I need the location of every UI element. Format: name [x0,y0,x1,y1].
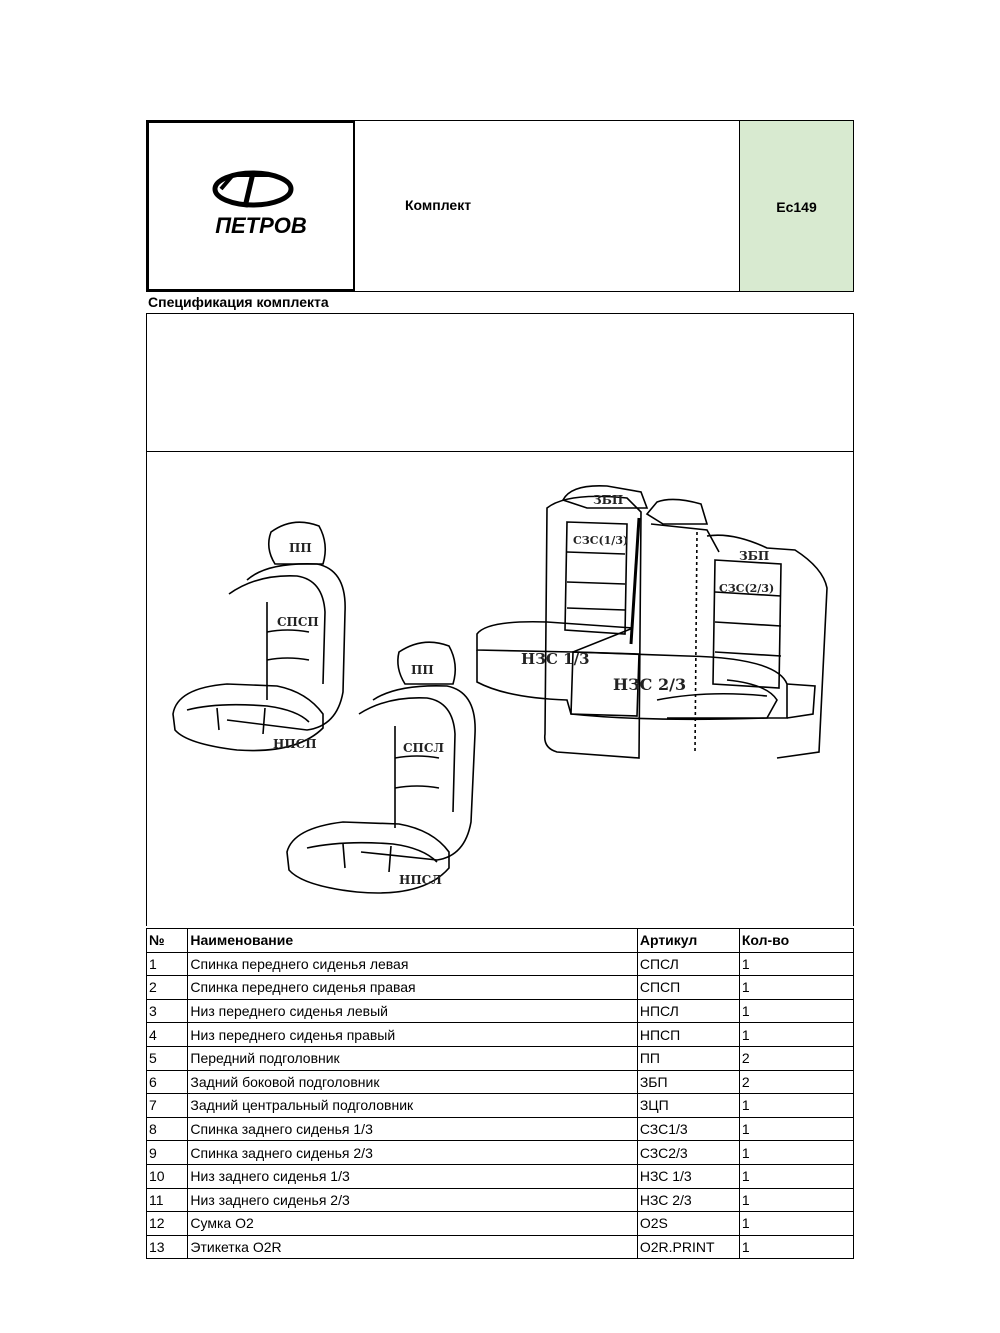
petrov-logo-icon [149,123,353,289]
table-row [147,1164,854,1188]
cell-qty: 1 [739,1117,853,1141]
kit-code: Ec149 [776,199,817,215]
label-front-right-cushion: НПСЛ [399,873,442,887]
cell-article: O2S [637,1212,739,1236]
cell-name: Низ заднего сиденья 2/3 [188,1188,637,1212]
cell-article: НПСЛ [637,999,739,1023]
cell-qty: 1 [739,1212,853,1236]
cell-qty: 1 [739,952,853,976]
label-rear-headrest-left: ЗБП [593,493,624,507]
table-row [147,976,854,1000]
col-article-header: Артикул [637,929,739,953]
header-block [146,120,854,292]
brand-name: ПЕТРОВ [215,213,307,238]
cell-qty: 1 [739,1235,853,1259]
cell-number: 8 [147,1117,188,1141]
label-rear-cushion-1-3: НЗС 1/3 [521,650,590,668]
table-row [147,1070,854,1094]
label-rear-cushion-2-3: НЗС 2/3 [613,675,687,694]
cell-number: 2 [147,976,188,1000]
cell-name: Задний боковой подголовник [188,1070,637,1094]
cell-name: Низ заднего сиденья 1/3 [188,1164,637,1188]
seat-diagram [146,452,854,926]
cell-number: 7 [147,1094,188,1118]
seat-diagram-drawing [147,452,853,926]
cell-name: Сумка O2 [188,1212,637,1236]
label-front-right-headrest: ПП [411,663,434,677]
cell-qty: 1 [739,1164,853,1188]
label-rear-back-2-3: СЗС(2/3) [719,582,775,595]
table-header-row [147,929,854,953]
table-row [147,1212,854,1236]
cell-name: Спинка переднего сиденья правая [188,976,637,1000]
table-row [147,1023,854,1047]
cell-article: O2R.PRINT [637,1235,739,1259]
cell-article: СПСЛ [637,952,739,976]
label-front-right-back: СПСЛ [403,741,445,755]
cell-article: СЗС1/3 [637,1117,739,1141]
cell-article: СПСП [637,976,739,1000]
cell-name: Спинка заднего сиденья 1/3 [188,1117,637,1141]
brand-logo [147,121,355,291]
cell-qty: 1 [739,1094,853,1118]
cell-article: ПП [637,1046,739,1070]
cell-qty: 2 [739,1070,853,1094]
kit-cell [355,121,739,291]
cell-name: Задний центральный подголовник [188,1094,637,1118]
cell-name: Низ переднего сиденья правый [188,1023,637,1047]
parts-table [146,928,854,1259]
table-row [147,1188,854,1212]
label-front-left-cushion: НПСП [273,737,317,751]
cell-qty: 1 [739,1188,853,1212]
cell-name: Низ переднего сиденья левый [188,999,637,1023]
cell-article: ЗЦП [637,1094,739,1118]
cell-article: СЗС2/3 [637,1141,739,1165]
table-row [147,999,854,1023]
blank-area [146,314,854,452]
cell-number: 6 [147,1070,188,1094]
table-row [147,1141,854,1165]
table-row [147,1094,854,1118]
cell-article: ЗБП [637,1070,739,1094]
cell-number: 5 [147,1046,188,1070]
cell-number: 1 [147,952,188,976]
col-name-header: Наименование [188,929,637,953]
kit-code-cell [739,121,853,291]
kit-label: Комплект [405,197,472,213]
cell-number: 3 [147,999,188,1023]
cell-qty: 2 [739,1046,853,1070]
cell-qty: 1 [739,999,853,1023]
spec-title: Спецификация комплекта [148,294,329,310]
cell-number: 9 [147,1141,188,1165]
table-row [147,1046,854,1070]
cell-name: Передний подголовник [188,1046,637,1070]
cell-article: НЗС 1/3 [637,1164,739,1188]
cell-number: 13 [147,1235,188,1259]
cell-qty: 1 [739,1141,853,1165]
cell-name: Спинка переднего сиденья левая [188,952,637,976]
cell-number: 4 [147,1023,188,1047]
col-number-header: № [147,929,188,953]
spec-title-row [146,292,854,314]
table-row [147,952,854,976]
table-row [147,1117,854,1141]
label-front-left-back: СПСП [277,615,319,629]
label-front-left-headrest: ПП [289,541,312,555]
cell-number: 10 [147,1164,188,1188]
table-row [147,1235,854,1259]
cell-name: Спинка заднего сиденья 2/3 [188,1141,637,1165]
cell-article: НПСП [637,1023,739,1047]
col-qty-header: Кол-во [739,929,853,953]
label-rear-headrest-right: ЗБП [739,549,770,563]
spec-sheet [146,120,854,1260]
label-rear-back-1-3: СЗС(1/3) [573,534,629,547]
cell-number: 12 [147,1212,188,1236]
cell-qty: 1 [739,976,853,1000]
cell-article: НЗС 2/3 [637,1188,739,1212]
cell-name: Этикетка O2R [188,1235,637,1259]
cell-qty: 1 [739,1023,853,1047]
cell-number: 11 [147,1188,188,1212]
